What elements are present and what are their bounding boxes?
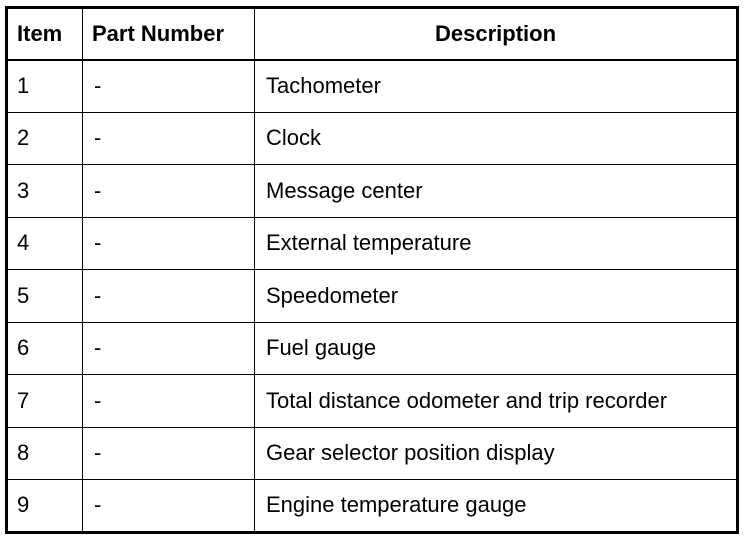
table-row xyxy=(7,375,738,428)
item-cell: 4 xyxy=(7,217,83,270)
table-row xyxy=(7,165,738,218)
header-description: Description xyxy=(255,8,738,60)
description-cell: Speedometer xyxy=(255,270,738,323)
part-number-cell: - xyxy=(83,480,255,533)
part-number-cell: - xyxy=(83,270,255,323)
item-cell: 8 xyxy=(7,427,83,480)
item-cell: 5 xyxy=(7,270,83,323)
description-cell: Fuel gauge xyxy=(255,322,738,375)
item-cell: 6 xyxy=(7,322,83,375)
header-item: Item xyxy=(7,8,83,60)
description-cell: External temperature xyxy=(255,217,738,270)
description-cell: Total distance odometer and trip recorder xyxy=(255,375,738,428)
part-number-cell: - xyxy=(83,375,255,428)
item-cell: 1 xyxy=(7,60,83,113)
table-row xyxy=(7,60,738,113)
part-number-cell: - xyxy=(83,60,255,113)
table-row xyxy=(7,322,738,375)
table-row xyxy=(7,480,738,533)
table-row xyxy=(7,112,738,165)
header-part-number: Part Number xyxy=(83,8,255,60)
description-cell: Tachometer xyxy=(255,60,738,113)
description-cell: Engine temperature gauge xyxy=(255,480,738,533)
table-header-row xyxy=(7,8,738,60)
description-cell: Message center xyxy=(255,165,738,218)
part-number-cell: - xyxy=(83,427,255,480)
description-cell: Clock xyxy=(255,112,738,165)
part-number-cell: - xyxy=(83,217,255,270)
part-number-cell: - xyxy=(83,165,255,218)
item-cell: 7 xyxy=(7,375,83,428)
item-cell: 3 xyxy=(7,165,83,218)
table-row xyxy=(7,427,738,480)
part-number-cell: - xyxy=(83,322,255,375)
table-row xyxy=(7,217,738,270)
table-row xyxy=(7,270,738,323)
description-cell: Gear selector position display xyxy=(255,427,738,480)
part-number-cell: - xyxy=(83,112,255,165)
item-cell: 2 xyxy=(7,112,83,165)
item-cell: 9 xyxy=(7,480,83,533)
parts-table xyxy=(5,6,739,534)
